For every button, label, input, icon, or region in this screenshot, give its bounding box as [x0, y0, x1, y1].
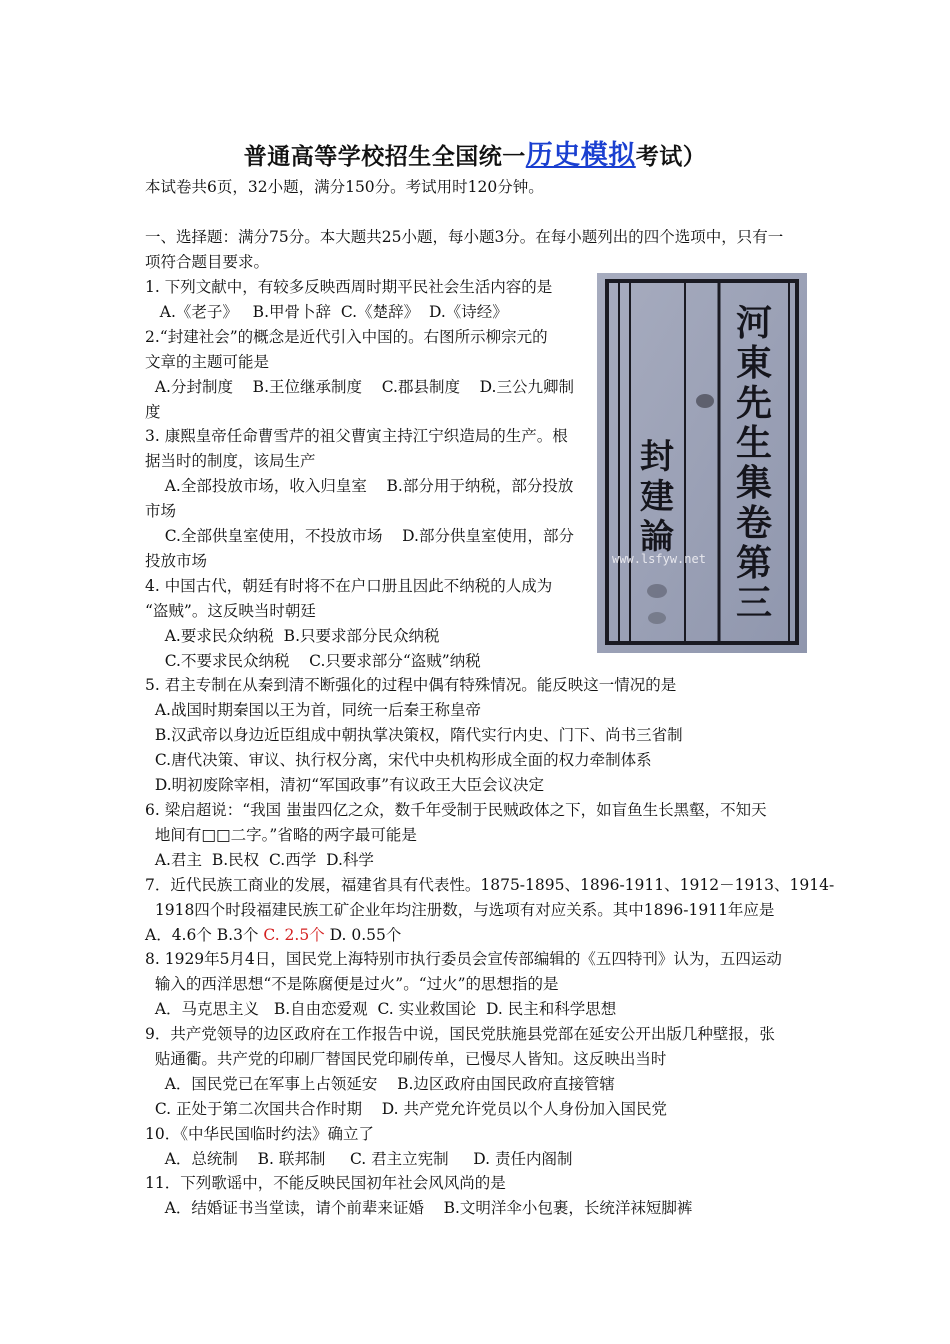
question-line: A.全部投放市场，收入归皇室 B.部分用于纳税，部分投放	[145, 477, 574, 496]
q7-option-d: D. 0.55个	[324, 926, 402, 944]
question-line: 10．《中华民国临时约法》确立了	[145, 1124, 374, 1143]
book-title-char: 卷	[735, 502, 773, 544]
book-page-photo	[597, 273, 807, 653]
book-title-char: 集	[735, 462, 773, 504]
title-prefix: 普通高等学校招生全国统一	[243, 143, 526, 170]
question-line: 1918四个时段福建民族工矿企业年均注册数，与选项有对应关系。其中1896-1911年应是	[145, 900, 775, 919]
book-title-char: 生	[735, 422, 773, 464]
question-line: 7．近代民族工商业的发展，福建省具有代表性。1875-1895、1896-1911、1912－1913、1914-	[145, 875, 835, 894]
book-title-char: 三	[735, 582, 773, 624]
essay-title-column	[640, 437, 674, 557]
question-line: A．结婚证书当堂读，请个前辈来证婚 B.文明洋伞小包裹，长统洋袜短脚裤	[145, 1199, 693, 1218]
question-line: C. 正处于第二次国共合作时期 D. 共产党允许党员以个人身份加入国民党	[145, 1099, 667, 1118]
question-line: 8. 1929年5月4日，国民党上海特别市执行委员会宣传部编辑的《五四特刊》认为，五四运动	[145, 950, 782, 969]
q7-option-ab: A．4.6个 B.3个	[145, 926, 264, 944]
question-line: 4. 中国古代，朝廷有时将不在户口册且因此不纳税的人成为	[145, 576, 553, 595]
question-line: 地间有□□二字。”省略的两字最可能是	[145, 825, 417, 844]
question-line: A.《老子》 B.甲骨卜辞 C.《楚辞》 D.《诗经》	[145, 302, 508, 321]
q7-option-c: C. 2.5个	[263, 926, 325, 944]
book-title-char: 東	[735, 342, 773, 384]
question-line: C.全部供皇室使用，不投放市场 D.部分供皇室使用，部分	[145, 527, 574, 545]
question-line: 1. 下列文献中，有较多反映西周时期平民社会生活内容的是	[145, 278, 553, 296]
question-line: A.战国时期秦国以王为首，同统一后秦王称皇帝	[145, 701, 481, 720]
question-line: A.分封制度 B.王位继承制度 C.郡县制度 D.三公九卿制	[145, 377, 574, 396]
essay-title-char: 建	[640, 477, 674, 517]
question-line: A.要求民众纳税 B.只要求部分民众纳税	[145, 626, 440, 645]
title-link[interactable]: 历史模拟	[525, 140, 636, 171]
question-line: 6. 梁启超说：“我国 蚩蚩四亿之众，数千年受制于民贼政体之下，如盲鱼生长黑壑，不知天	[145, 800, 767, 819]
question-line: A．国民党已在军事上占领延安 B.边区政府由国民政府直接管辖	[145, 1074, 615, 1093]
question-line: 度	[145, 402, 161, 421]
section-heading-line2: 项符合题目要求。	[145, 253, 270, 271]
book-page-image	[597, 273, 807, 653]
question-line: A．总统制 B. 联邦制 C. 君主立宪制 D. 责任内阁制	[145, 1149, 573, 1168]
question-line: 市场	[145, 502, 177, 521]
question-line: 2.“封建社会”的概念是近代引入中国的。右图所示柳宗元的	[145, 327, 548, 346]
essay-title-char: 封	[640, 437, 674, 477]
question-line: D.明初废除宰相，清初“军国政事”有议政王大臣会议决定	[145, 776, 545, 794]
page-title	[0, 133, 950, 172]
book-title-char: 先	[735, 382, 773, 424]
exam-intro: 本试卷共6页，32小题，满分150分。考试用时120分钟。	[145, 178, 544, 196]
title-suffix: 考试）	[635, 143, 707, 170]
question-line: 投放市场	[145, 551, 208, 570]
question-line: 据当时的制度，该局生产	[145, 452, 316, 471]
question-line: 文章的主题可能是	[145, 352, 270, 371]
question-line: A．马克思主义 B.自由恋爱观 C. 实业救国论 D. 民主和科学思想	[145, 1000, 617, 1019]
question-line: 输入的西洋思想“不是陈腐便是过火”。“过火”的思想指的是	[145, 975, 559, 994]
question-line: 9．共产党领导的边区政府在工作报告中说，国民党肤施县党部在延安公开出版几种壁报，张	[145, 1025, 775, 1043]
question-line: 3. 康熙皇帝任命曹雪芹的祖父曹寅主持江宁织造局的生产。根	[145, 427, 568, 446]
section-heading-line1: 一、选择题：满分75分。本大题共25小题，每小题3分。在每小题列出的四个选项中，只有一	[145, 228, 784, 246]
question-line: 5. 君主专制在从秦到清不断强化的过程中偶有特殊情况。能反映这一情况的是	[145, 676, 677, 695]
book-title-char: 第	[735, 542, 773, 584]
question-line: C.唐代决策、审议、执行权分离，宋代中央机构形成全面的权力牵制体系	[145, 751, 652, 770]
photo-watermark: www.lsfyw.net	[612, 552, 706, 566]
question-line: A.君主 B.民权 C.西学 D.科学	[145, 850, 374, 869]
question-line: C.不要求民众纳税 C.只要求部分“盗贼”纳税	[145, 651, 481, 670]
book-title-column	[736, 302, 772, 624]
question-line: B.汉武帝以身边近臣组成中朝执掌决策权，隋代实行内史、门下、尚书三省制	[145, 726, 683, 745]
question-line: “盗贼”。这反映当时朝廷	[145, 601, 316, 620]
question-line: 贴通衢。共产党的印刷厂替国民党印刷传单，已慢尽人皆知。这反映出当时	[145, 1049, 667, 1068]
q7-options	[145, 924, 401, 946]
book-title-char: 河	[735, 302, 773, 344]
question-line: 11．下列歌谣中，不能反映民国初年社会风风尚的是	[145, 1174, 506, 1193]
essay-title-char: 論	[640, 517, 674, 557]
